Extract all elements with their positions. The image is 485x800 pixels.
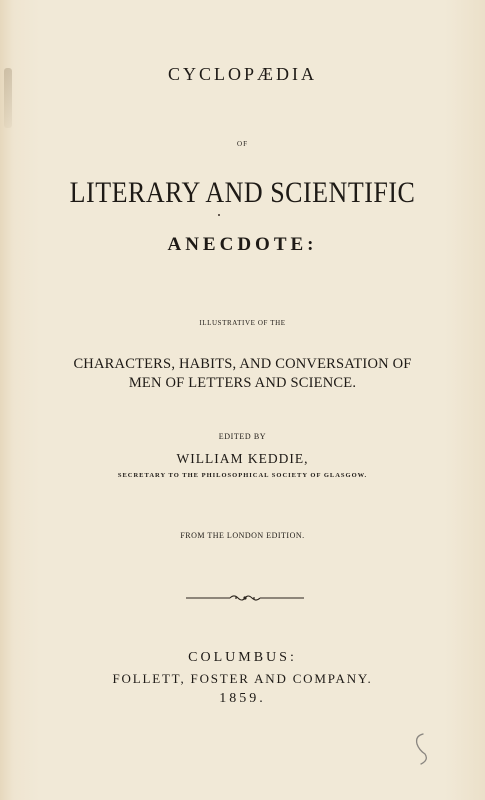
editor-affiliation: SECRETARY TO THE PHILOSOPHICAL SOCIETY OF GLASGOW. bbox=[117, 472, 368, 479]
imprint-city: COLUMBUS: bbox=[188, 650, 297, 665]
subtitle-intro: ILLUSTRATIVE OF THE bbox=[199, 319, 286, 327]
title-line-3: ANECDOTE: bbox=[167, 234, 318, 255]
title-line-2: LITERARY AND SCIENTIFIC bbox=[69, 176, 416, 209]
subtitle-line-2: MEN OF LETTERS AND SCIENCE. bbox=[128, 375, 357, 391]
pencil-mark-icon bbox=[405, 728, 435, 768]
ornament-rule-icon bbox=[186, 593, 304, 603]
title-of: OF bbox=[237, 140, 248, 148]
imprint-year: 1859. bbox=[219, 691, 266, 706]
title-line-1: CYCLOPÆDIA bbox=[167, 64, 317, 84]
printing-speck bbox=[218, 214, 220, 216]
imprint-publisher: FOLLETT, FOSTER AND COMPANY. bbox=[112, 671, 373, 686]
subtitle-line-1: CHARACTERS, HABITS, AND CONVERSATION OF bbox=[73, 356, 412, 372]
editor-name: WILLIAM KEDDIE, bbox=[176, 451, 309, 466]
edited-by-label: EDITED BY bbox=[218, 432, 267, 441]
edition-note: FROM THE LONDON EDITION. bbox=[180, 531, 305, 540]
